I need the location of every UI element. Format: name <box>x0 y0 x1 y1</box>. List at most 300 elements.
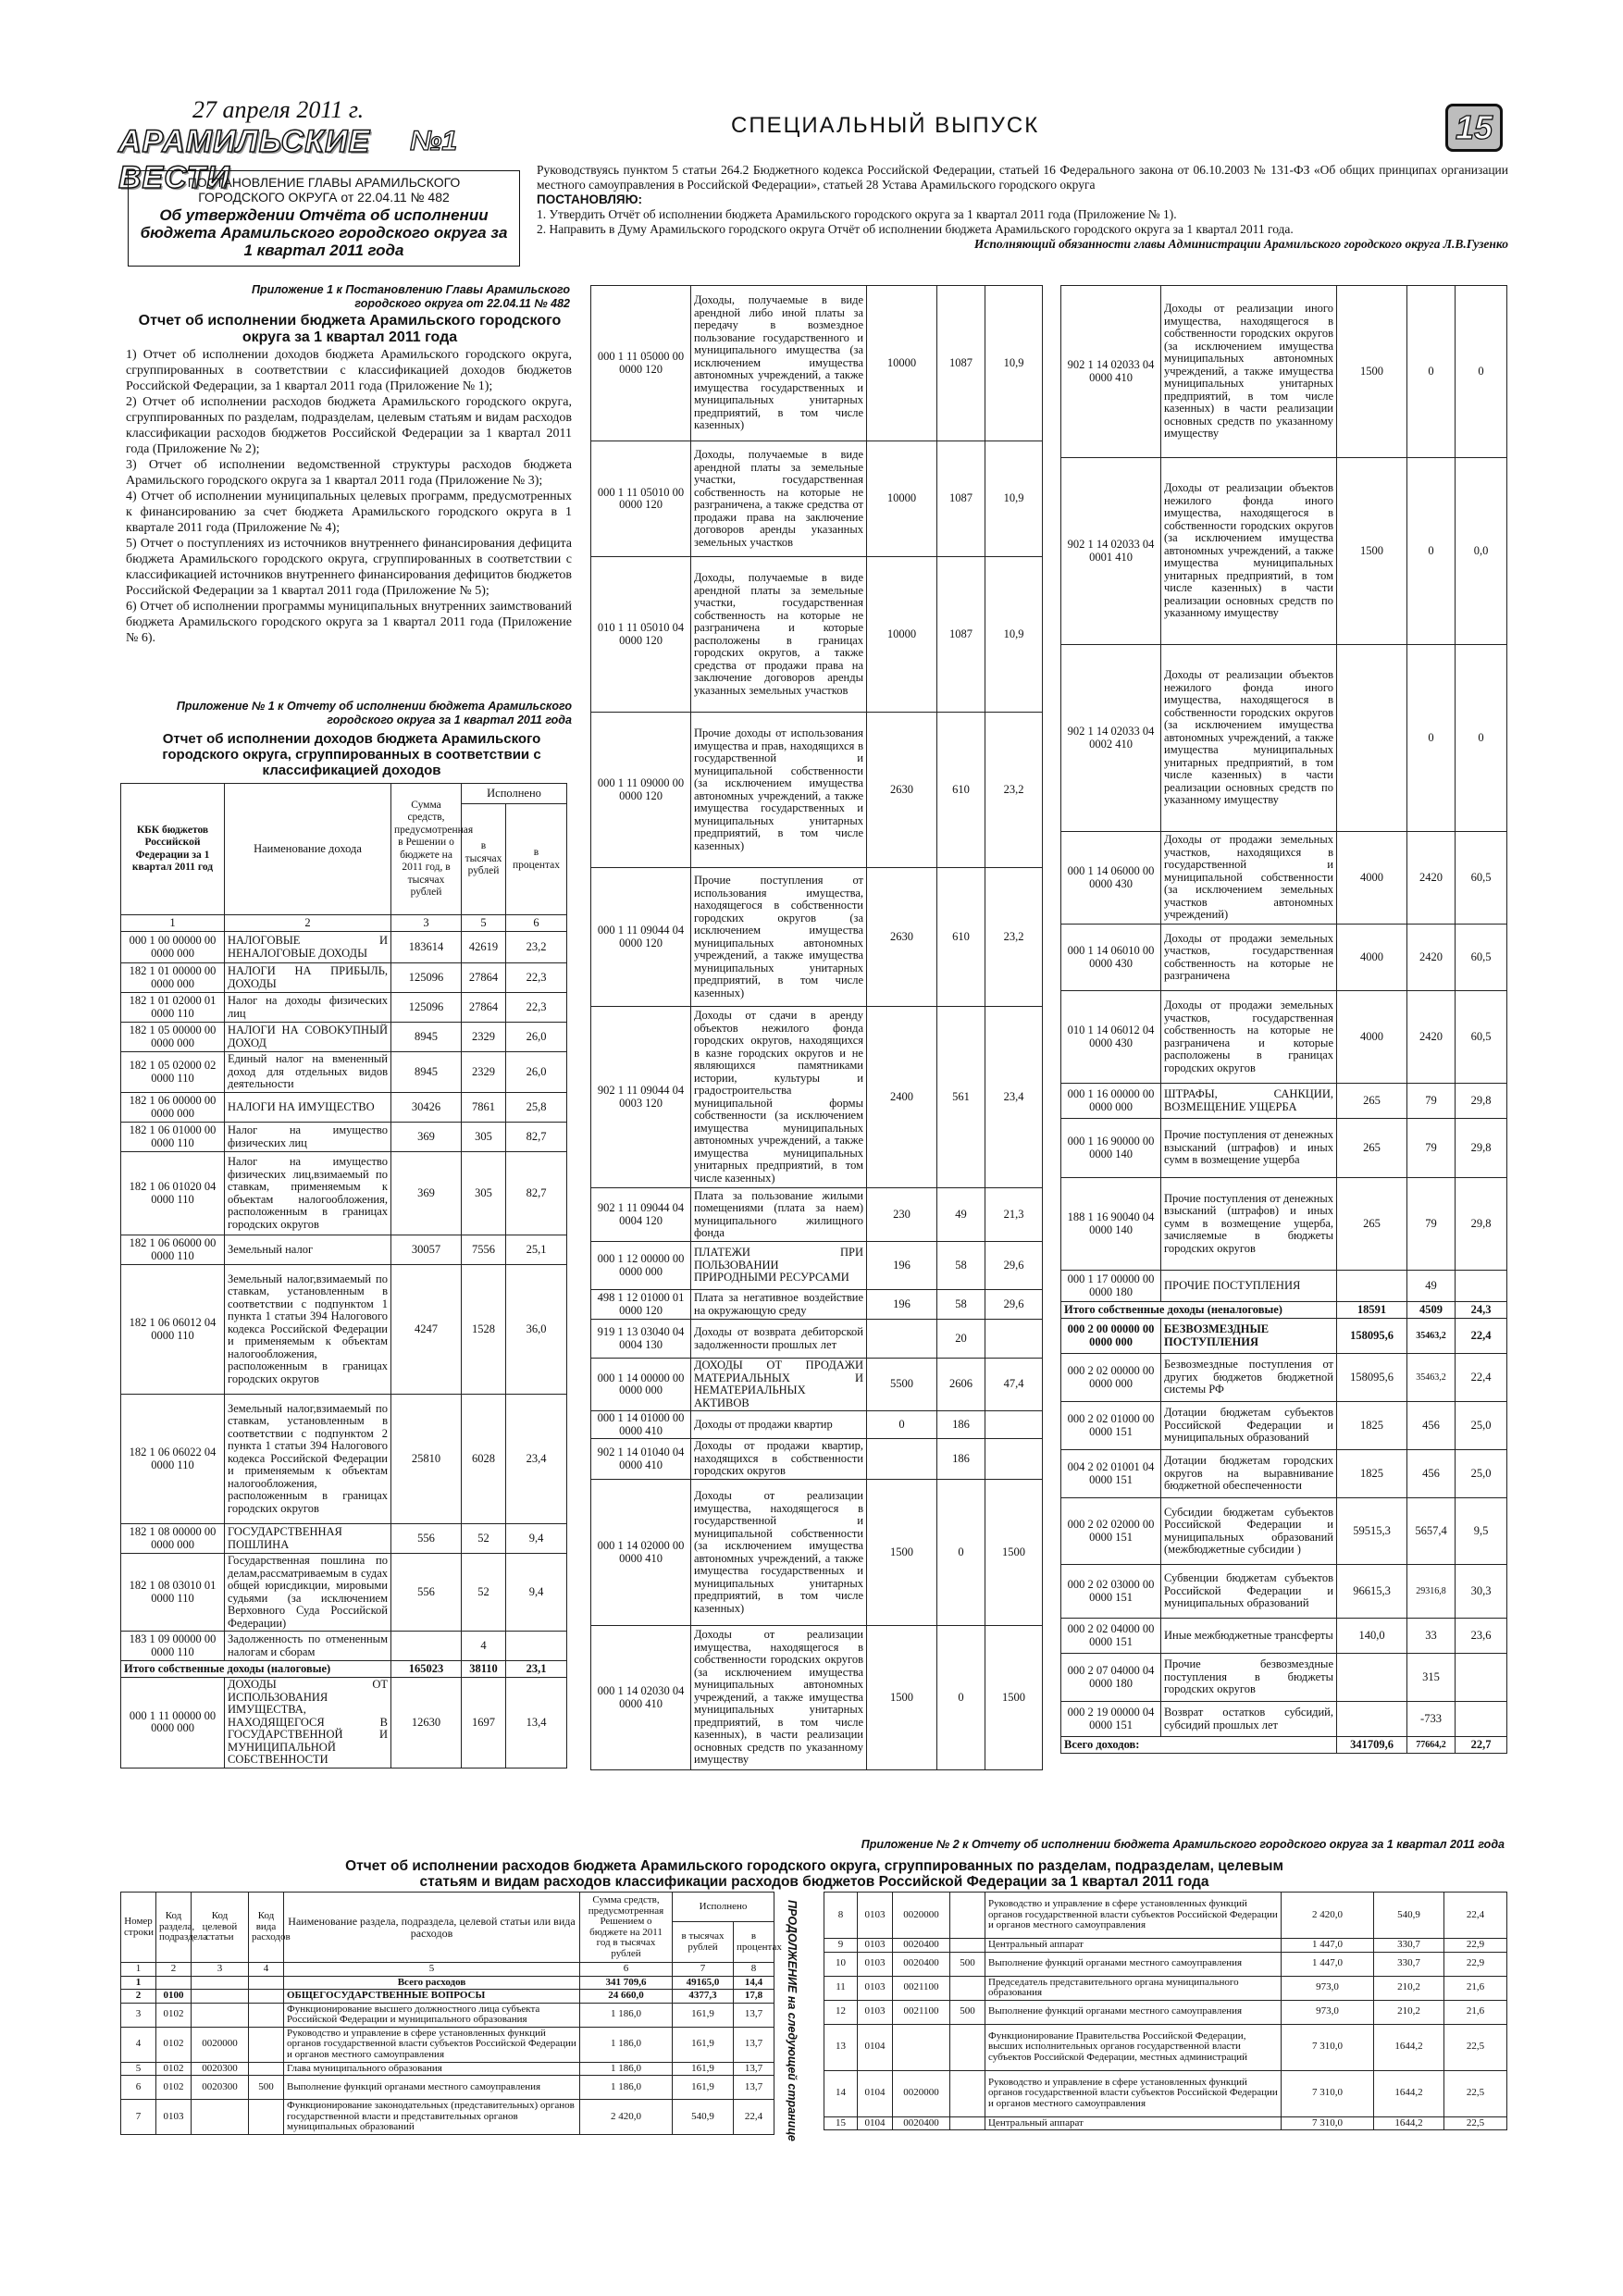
income-row <box>1061 1654 1507 1702</box>
exp-num: 8 <box>824 1893 858 1939</box>
income-name: Единый налог на вмененный доход для отдельных видов деятельности <box>225 1052 391 1093</box>
income-plan: 125096 <box>391 993 462 1023</box>
col-header-kbk: КБК бюджетов Российской Федерации за 1 квартал 2011 год <box>121 784 225 915</box>
exp-name: Выполнение функций органами местного самоуправления <box>985 2000 1282 2024</box>
income-row <box>1061 645 1507 832</box>
appendix1-paragraph: 4) Отчет об исполнении муниципальных целевых программ, предусмотренных к финансированию за счет бюджета Арамильского городского округа в 1 квартале 2011 года (Приложение № 4); <box>126 490 572 535</box>
income-pct: 23,2 <box>985 713 1043 868</box>
exp-plan: 1 447,0 <box>1282 1939 1374 1953</box>
income-row <box>591 868 1043 1007</box>
income-pct: 47,4 <box>985 1359 1043 1411</box>
income-pct <box>1456 1271 1507 1302</box>
income-plan: 183614 <box>391 932 462 963</box>
income-pct: 21,3 <box>985 1188 1043 1242</box>
income-plan: 2630 <box>867 868 937 1007</box>
income-row <box>591 441 1043 557</box>
income-row <box>121 963 567 993</box>
income-done: 305 <box>462 1123 506 1152</box>
income-code: 000 1 14 00000 00 0000 000 <box>591 1359 691 1411</box>
exp-section: 0104 <box>858 2070 893 2116</box>
income-plan: 2630 <box>867 713 937 868</box>
income-row <box>1061 1178 1507 1271</box>
income-done: 79 <box>1407 1119 1456 1178</box>
exp-plan: 24 660,0 <box>580 1990 673 2004</box>
income-done: 456 <box>1407 1402 1456 1450</box>
income-done: 35463,2 <box>1407 1354 1456 1402</box>
income-done: 2329 <box>462 1023 506 1052</box>
income-name: ПРОЧИЕ ПОСТУПЛЕНИЯ <box>1161 1271 1337 1302</box>
income-row <box>1061 1450 1507 1498</box>
income-name: Плата за пользование жилыми помещениями (плата за наем) муниципального жилищного фонда <box>691 1188 867 1242</box>
income-row <box>1061 286 1507 458</box>
income-code: 182 1 05 00000 00 0000 000 <box>121 1023 225 1052</box>
income-plan: 265 <box>1337 1084 1407 1119</box>
income-plan: 10000 <box>867 441 937 557</box>
income-name: НАЛОГИ НА ИМУЩЕСТВО <box>225 1093 391 1123</box>
exp-num: 12 <box>824 2000 858 2024</box>
income-done: 4 <box>462 1632 506 1661</box>
exp-section: 0103 <box>858 2000 893 2024</box>
income-code: 919 1 13 03040 04 0004 130 <box>591 1320 691 1359</box>
expense-row <box>121 2062 800 2076</box>
special-issue-title: СПЕЦИАЛЬНЫЙ ВЫПУСК <box>731 113 1040 138</box>
income-code: 182 1 06 00000 00 0000 000 <box>121 1093 225 1123</box>
exp-num: 13 <box>824 2024 858 2070</box>
income-name: Доходы от продажи земельных участков, государственная собственность на которые не разграничена и которые расположены в границах городских округов <box>1161 991 1337 1084</box>
income-row <box>1061 832 1507 925</box>
exp-name: Выполнение функций органами местного самоуправления <box>985 1952 1282 1976</box>
income-pct: 9,4 <box>506 1524 567 1554</box>
income-pct: 36,0 <box>506 1265 567 1395</box>
income-code: 000 1 17 00000 00 0000 180 <box>1061 1271 1161 1302</box>
exp-section: 0103 <box>156 2100 192 2135</box>
income-pct: 26,0 <box>506 1052 567 1093</box>
exp-col-number: 4 <box>249 1963 284 1977</box>
income-plan: 96615,3 <box>1337 1565 1407 1619</box>
income-row <box>591 286 1043 441</box>
exp-name: Руководство и управление в сфере установленных функций органов государственной власти субъектов Российской Федерации и органов местного самоуправления <box>284 2027 580 2062</box>
income-pct: 0 <box>1456 645 1507 832</box>
exp-section: 0102 <box>156 2003 192 2027</box>
income-code: 000 1 12 00000 00 0000 000 <box>591 1242 691 1290</box>
income-code: 010 1 14 06012 04 0000 430 <box>1061 991 1161 1084</box>
income-code: 000 1 11 09000 00 0000 120 <box>591 713 691 868</box>
income-plan: 556 <box>391 1524 462 1554</box>
income-done: 0 <box>1407 645 1456 832</box>
income-done: 561 <box>937 1007 985 1188</box>
exp-plan: 1 186,0 <box>580 2003 673 2027</box>
exp-target: 0021100 <box>893 2000 950 2024</box>
income-done: 4509 <box>1407 1302 1456 1319</box>
exp-kind <box>249 2027 284 2062</box>
income-row <box>591 713 1043 868</box>
income-pct: 29,6 <box>985 1242 1043 1290</box>
income-pct: 82,7 <box>506 1152 567 1235</box>
income-pct: 25,0 <box>1456 1402 1507 1450</box>
col-header-executed: Исполнено <box>462 784 567 804</box>
income-pct: 60,5 <box>1456 832 1507 925</box>
expense-row <box>121 2027 800 2062</box>
income-rows-col1 <box>121 932 567 1769</box>
exp-num: 10 <box>824 1952 858 1976</box>
income-done: 610 <box>937 713 985 868</box>
exp-target: 0020400 <box>893 2116 950 2130</box>
income-row <box>591 1188 1043 1242</box>
exp-plan: 7 310,0 <box>1282 2070 1374 2116</box>
exp-done: 161,9 <box>673 2076 734 2100</box>
income-name: Государственная пошлина по делам,рассматриваемым в судах общей юрисдикции, мировыми судьями (за исключением Верховного Суда Российской Федерации) <box>225 1554 391 1632</box>
exp-plan: 1 186,0 <box>580 2027 673 2062</box>
paper-name: АРАМИЛЬСКИЕ ВЕСТИ <box>118 124 371 195</box>
income-plan <box>391 1632 462 1661</box>
exp-num: 7 <box>121 2100 156 2135</box>
income-name: ГОСУДАРСТВЕННАЯ ПОШЛИНА <box>225 1524 391 1554</box>
income-pct: 29,6 <box>985 1290 1043 1320</box>
income-name: Доходы от продажи земельных участков, находящихся в государственной и муниципальной собственности (за исключением земельных участков автономных учреждений) <box>1161 832 1337 925</box>
exp-section: 0102 <box>156 2062 192 2076</box>
income-plan: 369 <box>391 1123 462 1152</box>
exp-pct: 22,9 <box>1444 1952 1507 1976</box>
expense-rows-left <box>121 1976 800 2135</box>
exp-target: 0020300 <box>192 2076 249 2100</box>
income-done: 186 <box>937 1439 985 1480</box>
income-pct: 10,9 <box>985 286 1043 441</box>
exp-col-number: 5 <box>284 1963 580 1977</box>
income-plan: 4247 <box>391 1265 462 1395</box>
expense-table-right <box>824 1892 1506 2130</box>
income-row <box>1061 1702 1507 1737</box>
income-plan: 4000 <box>1337 991 1407 1084</box>
income-pct: 0 <box>1456 286 1507 458</box>
income-done: 49 <box>937 1188 985 1242</box>
exp-section: 0103 <box>858 1976 893 2000</box>
exp-kind <box>950 2070 985 2116</box>
income-code: 000 1 11 00000 00 0000 000 <box>121 1678 225 1769</box>
exp-done: 210,2 <box>1374 2000 1444 2024</box>
income-row <box>121 1661 567 1678</box>
income-pct: 82,7 <box>506 1123 567 1152</box>
income-row <box>1061 1084 1507 1119</box>
expense-report-caption: Приложение № 2 к Отчету об исполнении бюджета Арамильского городского округа за 1 квартал 2011 года <box>861 1838 1505 1851</box>
income-row <box>1061 1319 1507 1354</box>
income-code: 000 1 14 01000 00 0000 410 <box>591 1411 691 1439</box>
income-done: 35463,2 <box>1407 1319 1456 1354</box>
expense-report-title-line2: статьям и видам расходов классификации расходов бюджетов Российской Федерации за 1 квартал 2011 года <box>419 1874 1209 1890</box>
income-pct: 29,8 <box>1456 1178 1507 1271</box>
income-pct: 25,0 <box>1456 1450 1507 1498</box>
continued-note <box>774 1893 800 2141</box>
income-plan: 140,0 <box>1337 1619 1407 1654</box>
income-code: 000 1 14 02000 00 0000 410 <box>591 1480 691 1626</box>
resolution-title-line2: ГОРОДСКОГО ОКРУГА от 22.04.11 № 482 <box>198 190 450 205</box>
income-done: 5657,4 <box>1407 1498 1456 1565</box>
col-number: 2 <box>225 915 391 932</box>
income-report-caption: Приложение № 1 к Отчету об исполнении бюджета Арамильского городского округа за 1 квартал 2011 года <box>176 700 572 726</box>
income-row <box>591 1439 1043 1480</box>
resolution-item-1: 1. Утвердить Отчёт об исполнении бюджета Арамильского городского округа за 1 квартал 2011 года (Приложение № 1). <box>537 207 1177 221</box>
exp-header-kind: Код вида расходов <box>249 1893 284 1963</box>
income-done: 6028 <box>462 1395 506 1524</box>
income-row <box>591 557 1043 713</box>
expense-row <box>824 1893 1507 1939</box>
income-pct: 22,4 <box>1456 1319 1507 1354</box>
income-done: 2329 <box>462 1052 506 1093</box>
exp-num: 9 <box>824 1939 858 1953</box>
income-plan: 158095,6 <box>1337 1319 1407 1354</box>
income-done: 49 <box>1407 1271 1456 1302</box>
income-code: 902 1 14 02033 04 0000 410 <box>1061 286 1161 458</box>
expense-row <box>824 1939 1507 1953</box>
income-name: Доходы от продажи земельных участков, государственная собственность на которые не разграничена <box>1161 925 1337 991</box>
income-row <box>121 993 567 1023</box>
exp-header-sum: Сумма средств, предусмотренная Решением о бюджете на 2011 год в тысячах рублей <box>580 1893 673 1963</box>
income-plan: 8945 <box>391 1023 462 1052</box>
income-plan <box>1337 1702 1407 1737</box>
income-name: НАЛОГИ НА СОВОКУПНЫЙ ДОХОД <box>225 1023 391 1052</box>
exp-plan: 1 447,0 <box>1282 1952 1374 1976</box>
col-number: 3 <box>391 915 462 932</box>
exp-pct: 13,7 <box>734 2003 774 2027</box>
income-done: 315 <box>1407 1654 1456 1702</box>
resolution-text <box>537 163 1508 252</box>
income-code: 182 1 06 01020 04 0000 110 <box>121 1152 225 1235</box>
exp-section: 0104 <box>858 2116 893 2130</box>
exp-kind <box>249 2062 284 2076</box>
income-name: Налог на имущество физических лиц <box>225 1123 391 1152</box>
exp-pct: 22,5 <box>1444 2024 1507 2070</box>
income-plan: 1500 <box>1337 286 1407 458</box>
exp-done: 4377,3 <box>673 1990 734 2004</box>
income-row <box>121 1123 567 1152</box>
exp-header-thousands: в тысячах рублей <box>673 1922 734 1963</box>
exp-target <box>192 2003 249 2027</box>
exp-name: Руководство и управление в сфере установленных функций органов государственной власти субъектов Российской Федерации и органов местного самоуправления <box>985 2070 1282 2116</box>
income-plan: 1500 <box>1337 458 1407 645</box>
income-plan: 30057 <box>391 1235 462 1265</box>
income-code: 000 2 02 02000 00 0000 151 <box>1061 1498 1161 1565</box>
expense-row <box>121 2003 800 2027</box>
exp-done: 161,9 <box>673 2003 734 2027</box>
income-code: 902 1 11 09044 04 0003 120 <box>591 1007 691 1188</box>
income-pct: 23,1 <box>506 1661 567 1678</box>
income-row <box>591 1480 1043 1626</box>
income-name: БЕЗВОЗМЕЗДНЫЕ ПОСТУПЛЕНИЯ <box>1161 1319 1337 1354</box>
exp-done: 330,7 <box>1374 1952 1444 1976</box>
exp-done: 49165,0 <box>673 1976 734 1990</box>
income-pct: 22,3 <box>506 963 567 993</box>
income-code: 902 1 11 09044 04 0004 120 <box>591 1188 691 1242</box>
income-done: 58 <box>937 1242 985 1290</box>
income-name: Земельный налог <box>225 1235 391 1265</box>
appendix1-paragraph: 5) Отчет о поступлениях из источников внутреннего финансирования дефицита бюджета Арамильского городского округа, сгруппированных в соответствии с классификацией источников внутреннего финансирования дефицитов бюджетов Российской Федерации за 1 квартал 2011 года (Приложение № 5); <box>126 537 572 598</box>
income-name: Земельный налог,взимаемый по ставкам, установленным в соответствии с подпунктом 2 пункта 1 статьи 394 Налогового кодекса Российской Федерации и применяемым к объектам налогообложения, расположенным в границах городских округов <box>225 1395 391 1524</box>
exp-done: 210,2 <box>1374 1976 1444 2000</box>
income-code: 000 2 02 04000 00 0000 151 <box>1061 1619 1161 1654</box>
income-done: -733 <box>1407 1702 1456 1737</box>
income-row <box>1061 1737 1507 1754</box>
income-pct: 10,9 <box>985 441 1043 557</box>
income-total-label: Итого собственные доходы (налоговые) <box>121 1661 391 1678</box>
income-done: 52 <box>462 1524 506 1554</box>
income-name: Налог на доходы физических лиц <box>225 993 391 1023</box>
income-plan: 1500 <box>867 1626 937 1770</box>
income-pct: 60,5 <box>1456 991 1507 1084</box>
income-pct: 22,7 <box>1456 1737 1507 1754</box>
income-row <box>121 1023 567 1052</box>
exp-target <box>192 1990 249 2004</box>
exp-header-target: Код целевой статьи <box>192 1893 249 1963</box>
expense-row <box>824 2000 1507 2024</box>
exp-done: 540,9 <box>673 2100 734 2135</box>
income-name: Прочие поступления от использования имущества, находящегося в собственности городских округов (за исключением имущества муниципальных автономных учреждений, а также имущества муниципальных унитарных предприятий, в том числе казенных) <box>691 868 867 1007</box>
income-plan: 1825 <box>1337 1402 1407 1450</box>
expense-row <box>121 1976 800 1990</box>
income-code: 000 2 07 04000 04 0000 180 <box>1061 1654 1161 1702</box>
expense-row <box>824 2070 1507 2116</box>
income-done: 38110 <box>462 1661 506 1678</box>
expense-row <box>824 2024 1507 2070</box>
exp-done: 330,7 <box>1374 1939 1444 1953</box>
income-pct: 9,4 <box>506 1554 567 1632</box>
exp-pct: 13,7 <box>734 2062 774 2076</box>
income-code: 000 1 14 06000 00 0000 430 <box>1061 832 1161 925</box>
exp-num: 5 <box>121 2062 156 2076</box>
income-name: Доходы от реализации объектов нежилого фонда иного имущества, находящегося в собственности городских округов (за исключением имущества автономных учреждений, а также имущества муниципальных унитарных предприятий, в том числе казенных) в части реализации основных средств по указанному имуществу <box>1161 458 1337 645</box>
income-plan: 18591 <box>1337 1302 1407 1319</box>
income-row <box>1061 925 1507 991</box>
expense-row <box>824 2116 1507 2130</box>
income-code: 182 1 08 03010 01 0000 110 <box>121 1554 225 1632</box>
resolution-item-2: 2. Направить в Думу Арамильского городского округа Отчёт об исполнении бюджета Арамильского городского округа за 1 квартал 2011 года. <box>537 222 1294 236</box>
exp-kind <box>950 1939 985 1953</box>
income-done: 7861 <box>462 1093 506 1123</box>
exp-kind: 500 <box>950 1952 985 1976</box>
income-pct: 23,2 <box>506 932 567 963</box>
income-name: Дотации бюджетам субъектов Российской Федерации и муниципальных образований <box>1161 1402 1337 1450</box>
expense-report-title-line1: Отчет об исполнении расходов бюджета Арамильского городского округа, сгруппированных по разделам, подразделам, целевым <box>345 1858 1283 1874</box>
income-code: 182 1 05 02000 02 0000 110 <box>121 1052 225 1093</box>
income-pct <box>1456 1654 1507 1702</box>
exp-done: 1644,2 <box>1374 2070 1444 2116</box>
exp-plan: 2 420,0 <box>1282 1893 1374 1939</box>
income-code: 000 1 00 00000 00 0000 000 <box>121 932 225 963</box>
exp-pct: 22,4 <box>1444 1893 1507 1939</box>
income-code: 182 1 01 02000 01 0000 110 <box>121 993 225 1023</box>
exp-target: 0020000 <box>893 2070 950 2116</box>
income-name: Субвенции бюджетам субъектов Российской Федерации и муниципальных образований <box>1161 1565 1337 1619</box>
exp-section: 0102 <box>156 2027 192 2062</box>
page-number-value: 15 <box>1455 108 1493 146</box>
income-name: НАЛОГИ НА ПРИБЫЛЬ, ДОХОДЫ <box>225 963 391 993</box>
income-table-col1 <box>120 783 566 1769</box>
income-pct: 23,4 <box>506 1395 567 1524</box>
income-done: 1087 <box>937 557 985 713</box>
expense-table-left <box>120 1892 799 2141</box>
exp-header-section: Код раздела, подраздела <box>156 1893 192 1963</box>
income-pct: 29,8 <box>1456 1119 1507 1178</box>
exp-name: ОБЩЕГОСУДАРСТВЕННЫЕ ВОПРОСЫ <box>284 1990 580 2004</box>
exp-header-executed: Исполнено <box>673 1893 774 1922</box>
income-name: Доходы от продажи квартир <box>691 1411 867 1439</box>
exp-col-number: 2 <box>156 1963 192 1977</box>
income-row <box>1061 1402 1507 1450</box>
exp-num: 2 <box>121 1990 156 2004</box>
income-done: 42619 <box>462 932 506 963</box>
income-plan: 230 <box>867 1188 937 1242</box>
continued-note-text: ПРОДОЛЖЕНИЕ на следующей странице <box>786 1899 799 2141</box>
exp-target <box>192 2100 249 2135</box>
income-pct: 23,2 <box>985 868 1043 1007</box>
resolution-title-line1: ПОСТАНОВЛЕНИЕ ГЛАВЫ АРАМИЛЬСКОГО <box>187 175 461 190</box>
income-code: 000 2 02 03000 00 0000 151 <box>1061 1565 1161 1619</box>
exp-name: Функционирование законодательных (представительных) органов государственной власти и представительных органов муниципальных образований <box>284 2100 580 2135</box>
income-pct <box>985 1411 1043 1439</box>
income-pct: 25,1 <box>506 1235 567 1265</box>
income-row <box>591 1320 1043 1359</box>
col-header-percent: в процентах <box>506 804 567 915</box>
exp-kind: 500 <box>249 2076 284 2100</box>
exp-target: 0020400 <box>893 1952 950 1976</box>
income-name: Плата за негативное воздействие на окружающую среду <box>691 1290 867 1320</box>
col-number: 6 <box>506 915 567 932</box>
income-name: Доходы от сдачи в аренду объектов нежилого фонда городских округов, находящихся в казне городских округов и не являющихся памятниками истории, культуры и градостроительства муниципальной формы собственности (за исключением имущества муниципальных автономных учреждений, а также имущества муниципальных унитарных предприятий, в том числе казенных) <box>691 1007 867 1188</box>
income-name: Дотации бюджетам городских округов на выравнивание бюджетной обеспеченности <box>1161 1450 1337 1498</box>
income-name: Налог на имущество физических лиц,взимаемый по ставкам, применяемым к объектам налогообложения, расположенным в границах городских округов <box>225 1152 391 1235</box>
income-pct: 23,6 <box>1456 1619 1507 1654</box>
exp-plan: 973,0 <box>1282 1976 1374 2000</box>
income-code: 000 1 14 06010 00 0000 430 <box>1061 925 1161 991</box>
income-done: 0 <box>1407 286 1456 458</box>
exp-plan: 1 186,0 <box>580 2062 673 2076</box>
exp-kind: 500 <box>950 2000 985 2024</box>
income-row <box>1061 458 1507 645</box>
appendix1-paragraph: 6) Отчет об исполнении программы муниципальных внутренних заимствований бюджета Арамильского городского округа за 1 квартал 2011 года (Приложение № 6). <box>126 600 572 645</box>
income-plan <box>867 1320 937 1359</box>
income-plan: 196 <box>867 1242 937 1290</box>
income-name: Доходы от реализации имущества, находящегося в собственности городских округов (за исключением имущества муниципальных автономных учреждений, а также имущества муниципальных унитарных предприятий, в том числе казенных), в части реализации основных средств по указанному имуществу <box>691 1626 867 1770</box>
income-row <box>121 1152 567 1235</box>
income-name: Задолженность по отмененным налогам и сборам <box>225 1632 391 1661</box>
income-table-col3 <box>1060 285 1506 1754</box>
exp-num: 15 <box>824 2116 858 2130</box>
income-row <box>1061 1271 1507 1302</box>
issue-date: 27 апреля 2011 г. <box>192 96 365 123</box>
income-row <box>1061 1302 1507 1319</box>
exp-done: 540,9 <box>1374 1893 1444 1939</box>
income-done: 58 <box>937 1290 985 1320</box>
income-row <box>591 1290 1043 1320</box>
expense-row <box>824 1952 1507 1976</box>
income-done: 0 <box>1407 458 1456 645</box>
income-plan: 369 <box>391 1152 462 1235</box>
exp-section: 0102 <box>156 2076 192 2100</box>
income-name: Доходы от реализации имущества, находящегося в государственной и муниципальной собственности (за исключением имущества автономных учреждений, а также имущества государственных и муниципальных унитарных предприятий, в том числе казенных) <box>691 1480 867 1626</box>
income-code: 000 1 11 05000 00 0000 120 <box>591 286 691 441</box>
income-pct <box>985 1320 1043 1359</box>
income-done: 1087 <box>937 441 985 557</box>
income-name: Доходы от продажи квартир, находящихся в собственности городских округов <box>691 1439 867 1480</box>
exp-name: Функционирование Правительства Российской Федерации, высших исполнительных органов государственной власти субъектов Российской Федерации, местных администраций <box>985 2024 1282 2070</box>
income-code: 182 1 06 01000 00 0000 110 <box>121 1123 225 1152</box>
income-row <box>121 932 567 963</box>
appendix1-paragraph: 1) Отчет об исполнении доходов бюджета Арамильского городского округа, сгруппированных в соответствии с классификацией доходов бюджетов Российской Федерации, за 1 квартал 2011 года (Приложение № 1); <box>126 348 572 393</box>
income-code: 000 1 16 90000 00 0000 140 <box>1061 1119 1161 1178</box>
income-plan: 2400 <box>867 1007 937 1188</box>
income-pct: 29,8 <box>1456 1084 1507 1119</box>
exp-section: 0104 <box>858 2024 893 2070</box>
income-done: 77664,2 <box>1407 1737 1456 1754</box>
exp-plan: 7 310,0 <box>1282 2024 1374 2070</box>
